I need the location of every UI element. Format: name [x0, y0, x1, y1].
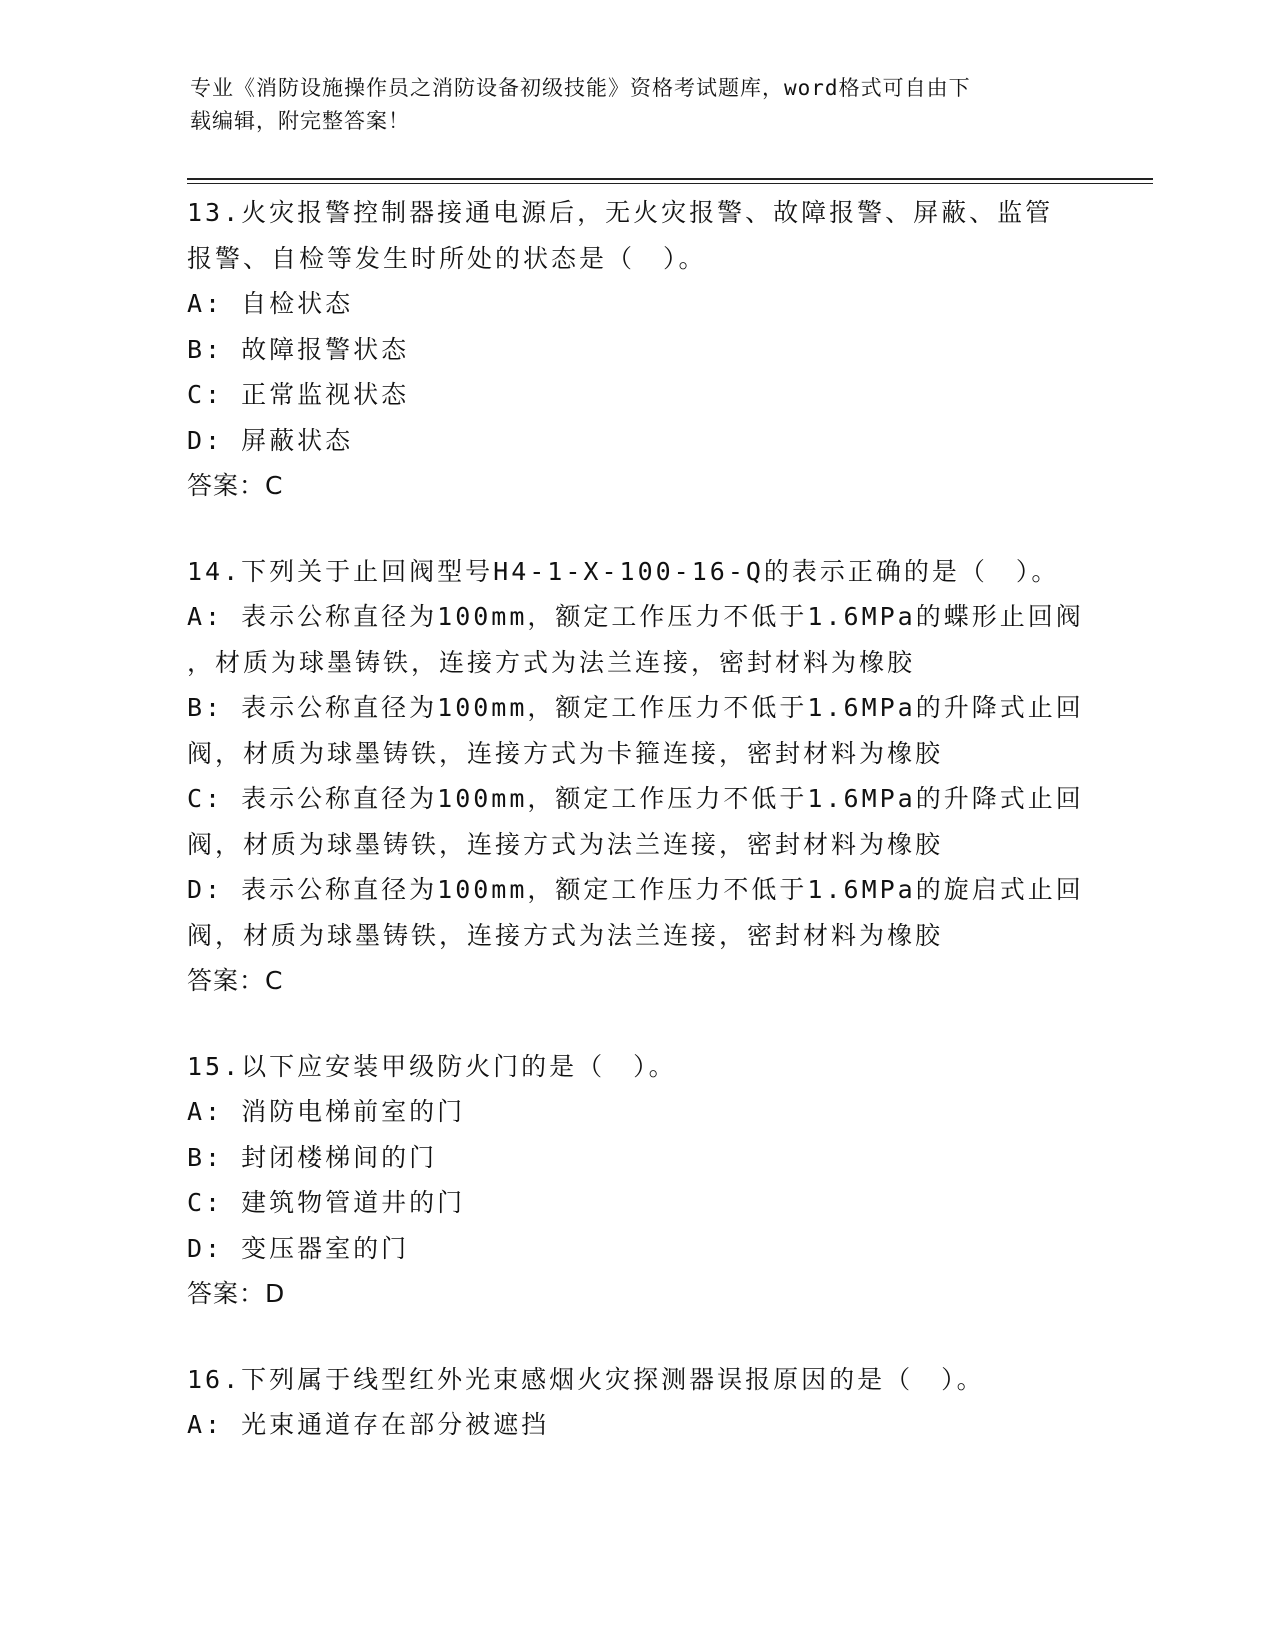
question-block	[187, 1044, 1087, 1317]
question-stem-line: 报警、自检等发生时所处的状态是（ ）。	[187, 243, 707, 273]
answer-option-line: 阀，材质为球墨铸铁，连接方式为法兰连接，密封材料为橡胶	[187, 920, 944, 950]
header-divider-thick	[187, 178, 1153, 180]
answer-option	[187, 281, 1087, 327]
question-block	[187, 549, 1087, 1004]
header-line-2: 载编辑，附完整答案！	[190, 109, 410, 133]
answer-option-line: C: 建筑物管道井的门	[187, 1188, 466, 1217]
answer-option	[187, 594, 1087, 685]
answer-option-line: A: 光束通道存在部分被遮挡	[187, 1410, 550, 1439]
question-stem-line: 14.下列关于止回阀型号H4-1-X-100-16-Q的表示正确的是（ ）。	[187, 556, 1060, 586]
document-header	[190, 72, 1070, 138]
answer-option	[187, 1089, 1087, 1135]
answer-option-line: 阀，材质为球墨铸铁，连接方式为卡箍连接，密封材料为橡胶	[187, 738, 944, 768]
answer-option-line: B: 封闭楼梯间的门	[187, 1142, 438, 1172]
answer-option-line: 阀，材质为球墨铸铁，连接方式为法兰连接，密封材料为橡胶	[187, 829, 944, 859]
question-stem-line: 15.以下应安装甲级防火门的是（ ）。	[187, 1051, 677, 1081]
question-list	[187, 190, 1087, 1488]
question-stem-line: 16.下列属于线型红外光束感烟火灾探测器误报原因的是（ ）。	[187, 1364, 985, 1394]
answer-option-line: B: 故障报警状态	[187, 334, 410, 364]
answer-option-line: D: 表示公称直径为100mm，额定工作压力不低于1.6MPa的旋启式止回	[187, 875, 1084, 904]
header-line-1: 专业《消防设施操作员之消防设备初级技能》资格考试题库，word格式可自由下	[190, 76, 971, 100]
answer-option-line: D: 变压器室的门	[187, 1233, 410, 1263]
answer-option	[187, 1226, 1087, 1272]
answer-option	[187, 776, 1087, 867]
correct-answer: 答案：C	[187, 471, 284, 500]
answer-option	[187, 867, 1087, 958]
answer-option	[187, 418, 1087, 464]
answer-option-line: D: 屏蔽状态	[187, 425, 354, 455]
answer-option-line: B: 表示公称直径为100mm，额定工作压力不低于1.6MPa的升降式止回	[187, 693, 1084, 722]
correct-answer: 答案：D	[187, 1279, 286, 1308]
answer-option-line: C: 表示公称直径为100mm，额定工作压力不低于1.6MPa的升降式止回	[187, 784, 1084, 813]
answer-option	[187, 327, 1087, 373]
question-block	[187, 190, 1087, 509]
answer-option-line: A: 自检状态	[187, 289, 354, 318]
answer-option-line: A: 表示公称直径为100mm，额定工作压力不低于1.6MPa的蝶形止回阀	[187, 602, 1084, 631]
question-block	[187, 1357, 1087, 1448]
question-stem-line: 13.火灾报警控制器接通电源后，无火灾报警、故障报警、屏蔽、监管	[187, 198, 1054, 227]
answer-option	[187, 1180, 1087, 1226]
answer-option	[187, 1135, 1087, 1181]
answer-option	[187, 1402, 1087, 1448]
answer-option	[187, 685, 1087, 776]
answer-option	[187, 372, 1087, 418]
answer-option-line: C: 正常监视状态	[187, 380, 410, 409]
header-divider-thin	[187, 183, 1153, 184]
correct-answer: 答案：C	[187, 966, 284, 995]
answer-option-line: A: 消防电梯前室的门	[187, 1097, 466, 1126]
answer-option-line: ，材质为球墨铸铁，连接方式为法兰连接，密封材料为橡胶	[187, 647, 916, 677]
